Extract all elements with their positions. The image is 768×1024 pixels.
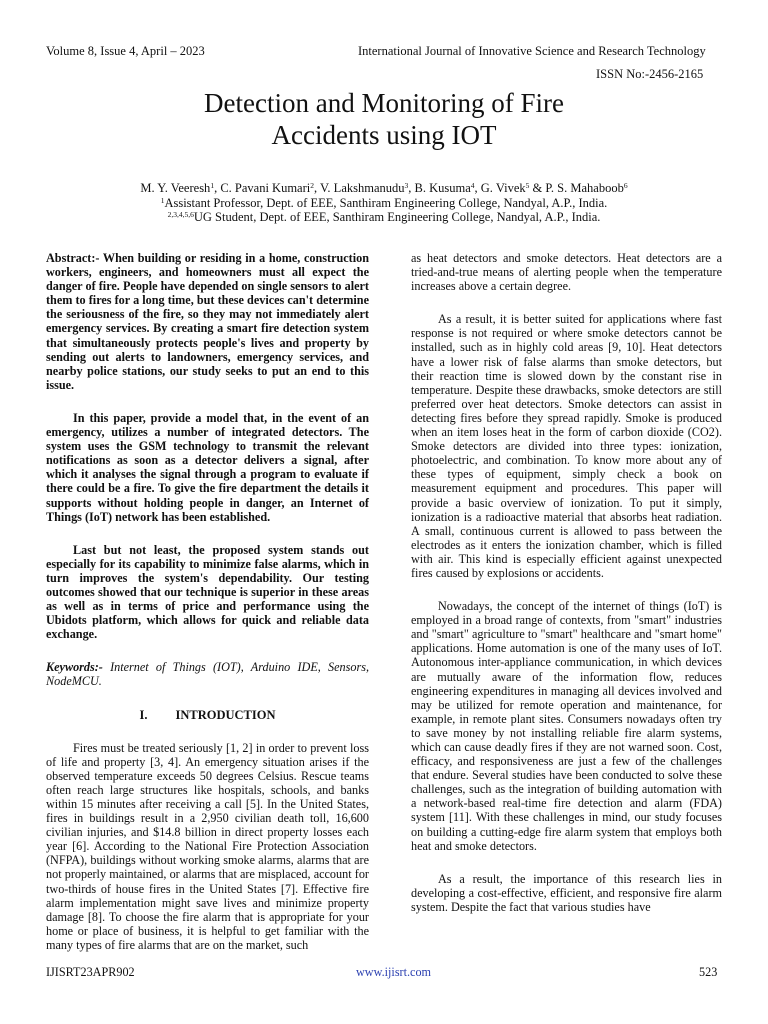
affiliation-1 bbox=[44, 196, 724, 211]
author-separator: & bbox=[529, 181, 546, 195]
author-sup: 5 bbox=[525, 181, 530, 190]
author-list bbox=[44, 181, 724, 196]
keywords-text: Internet of Things (IOT), Arduino IDE, Sensors, NodeMCU. bbox=[46, 660, 369, 689]
author-sup: 3 bbox=[404, 181, 409, 190]
abstract-paragraph: Abstract:- When building or residing in a home, construction workers, engineers, and homeowners must all expect the danger of fire. People have depended on single sensors to alert them to fires for a long time, but these devices can't determine the seriousness of the fire, so they may not immediately alert emergency services. By creating a smart fire detection system that simultaneously protects people's lives and property by sending out alerts to landowners, emergency services, and nearby police stations, our study seeks to put an end to this issue. bbox=[46, 251, 369, 392]
author-name: M. Y. Veeresh bbox=[140, 181, 211, 195]
left-column bbox=[46, 251, 369, 952]
abstract-paragraph-3: Last but not least, the proposed system stands out especially for its capability to minimize false alarms, which in turn improves the system's dependability. Our testing outcomes showed that our technique is superior in these areas as well as in terms of price and performance using the Ubidots platform, which allows for quick and reliable data exchange. bbox=[46, 542, 369, 642]
affiliation-text: Assistant Professor, Dept. of EEE, Santhiram Engineering College, Nandyal, A.P., India. bbox=[164, 195, 608, 210]
title-line-2: Accidents using IOT bbox=[271, 120, 497, 150]
affiliation-text: UG Student, Dept. of EEE, Santhiram Engineering College, Nandyal, A.P., India. bbox=[193, 210, 601, 224]
section-number: I. bbox=[139, 707, 148, 722]
author-separator: , bbox=[474, 181, 481, 195]
author-name: B. Kusuma bbox=[414, 181, 471, 195]
author-name: V. Lakshmanudu bbox=[320, 181, 405, 195]
issn: ISSN No:-2456-2165 bbox=[596, 67, 704, 81]
abstract-paragraph-2: In this paper, provide a model that, in the event of an emergency, utilizes a number of integrated detectors. The system uses the GSM technology to transmit the relevant notifications as soon as a detector delivers a signal, after which it analyses the signal through a program to evaluate if there could be a fire. To give the fire department the details it supports without holding people in danger, an Internet of Things (IoT) network has been established. bbox=[46, 410, 369, 524]
affiliation-2 bbox=[44, 210, 724, 225]
author-separator: , bbox=[214, 181, 221, 195]
section-title: INTRODUCTION bbox=[175, 707, 276, 722]
author-sup: 6 bbox=[623, 181, 628, 190]
right-column bbox=[411, 251, 722, 914]
section-heading bbox=[46, 708, 369, 722]
body-paragraph-1: as heat detectors and smoke detectors. Heat detectors are a tried-and-true means of alerting people when the temperature increases above a certain degree. bbox=[411, 251, 722, 294]
body-paragraph-2: As a result, it is better suited for applications where fast response is not required or where smoke detectors cannot be installed, such as in highly cold areas [9, 10]. Heat detectors have a lower risk of false alarms than smoke detectors, but their reaction time is slowed down by the constant rise in temperature. Despite these drawbacks, smoke detectors are still preferred over heat detectors. Smoke detectors can assist in detecting fires before they spread rapidly. Smoke is produced when an item loses heat in the form of carbon dioxide (CO2). Smoke detectors are divided into three types: ionization, photoelectric, and combination. To know more about any of these types of equipment, simply check a book on measurement equipment and procedures. This paper will provide a basic overview of ionization. To put it simply, ionization is a radioactive material that absorbs heat radiation. A small, continuous current is allowed to pass between the electrodes as it enters the ionization chamber, which is filled with air. This kind is especially efficient against unexpected fires caused by explosions or accidents. bbox=[411, 312, 722, 580]
author-name: P. S. Mahaboob bbox=[545, 181, 624, 195]
author-separator: , bbox=[313, 181, 321, 195]
author-separator: , bbox=[408, 181, 415, 195]
body-paragraph-4: As a result, the importance of this research lies in developing a cost-effective, efficient, and responsive fire alarm system. Despite the fact that various studies have bbox=[411, 871, 722, 914]
keywords bbox=[46, 660, 369, 688]
author-block bbox=[44, 181, 724, 225]
paper-title bbox=[84, 87, 684, 151]
author-name: G. Vivek bbox=[480, 181, 526, 195]
journal-website-link[interactable]: www.ijisrt.com bbox=[356, 965, 432, 979]
keywords-label: Keywords:- bbox=[46, 660, 103, 675]
page-number: 523 bbox=[699, 965, 718, 979]
journal-name: International Journal of Innovative Science and Research Technology bbox=[358, 44, 706, 58]
author-sup: 1 bbox=[210, 181, 215, 190]
affiliation-sup: 2,3,4,5,6 bbox=[167, 210, 194, 219]
author-sup: 4 bbox=[470, 181, 475, 190]
author-sup: 2 bbox=[310, 181, 314, 190]
journal-volume: Volume 8, Issue 4, April – 2023 bbox=[46, 44, 205, 58]
intro-paragraph: Fires must be treated seriously [1, 2] in order to prevent loss of life and property [3, 4]. An emergency situation arises if the observed temperature exceeds 50 degrees Celsius. Rescue teams often reach large structures like hospitals, schools, and banks within 15 minutes after receiving a call [5]. In the United States, fires in buildings result in a 2,950 civilian death toll, 16,600 civilian injuries, and $14.8 billion in direct property losses each year [6]. According to the National Fire Protection Association (NFPA), buildings without working smoke alarms, alarms that are not properly maintained, or alarms that are misplaced, account for two-thirds of house fires in the United States [7]. Effective fire alarm implementation might save lives and minimize property damage [8]. To choose the fire alarm that is appropriate for your home or place of business, it is helpful to get familiar with the many types of fire alarms that are on the market, such bbox=[46, 740, 369, 952]
paper-id: IJISRT23APR902 bbox=[46, 965, 135, 979]
author-name: C. Pavani Kumari bbox=[220, 181, 311, 195]
body-paragraph-3: Nowadays, the concept of the internet of things (IoT) is employed in a broad range of contexts, from "smart" industries and "smart" agriculture to "smart" healthcare and "smart home" applications. Home automation is one of the many uses of IoT. Autonomous inter-appliance communication, in which devices are mutually aware of the information flow, reduces engineering expenditures in managing all devices involved and may be utilized for remote operation and maintenance, for example, in remote plant sites. Consumers nowadays often try to save money by not installing reliable fire alarm systems, which can cause deadly fires if they are not warned soon. Cost, efficacy, and responsiveness are just a few of the challenges that endure. Several studies have been conducted to solve these challenges, such as the integration of building automation with a network-based real-time fire detection and alarm (FDA) system [11]. With these challenges in mind, our study focuses on building a cutting-edge fire alarm system that employs both heat and smoke detectors. bbox=[411, 599, 722, 853]
affiliation-sup: 1 bbox=[160, 195, 165, 205]
title-line-1: Detection and Monitoring of Fire bbox=[204, 88, 564, 118]
